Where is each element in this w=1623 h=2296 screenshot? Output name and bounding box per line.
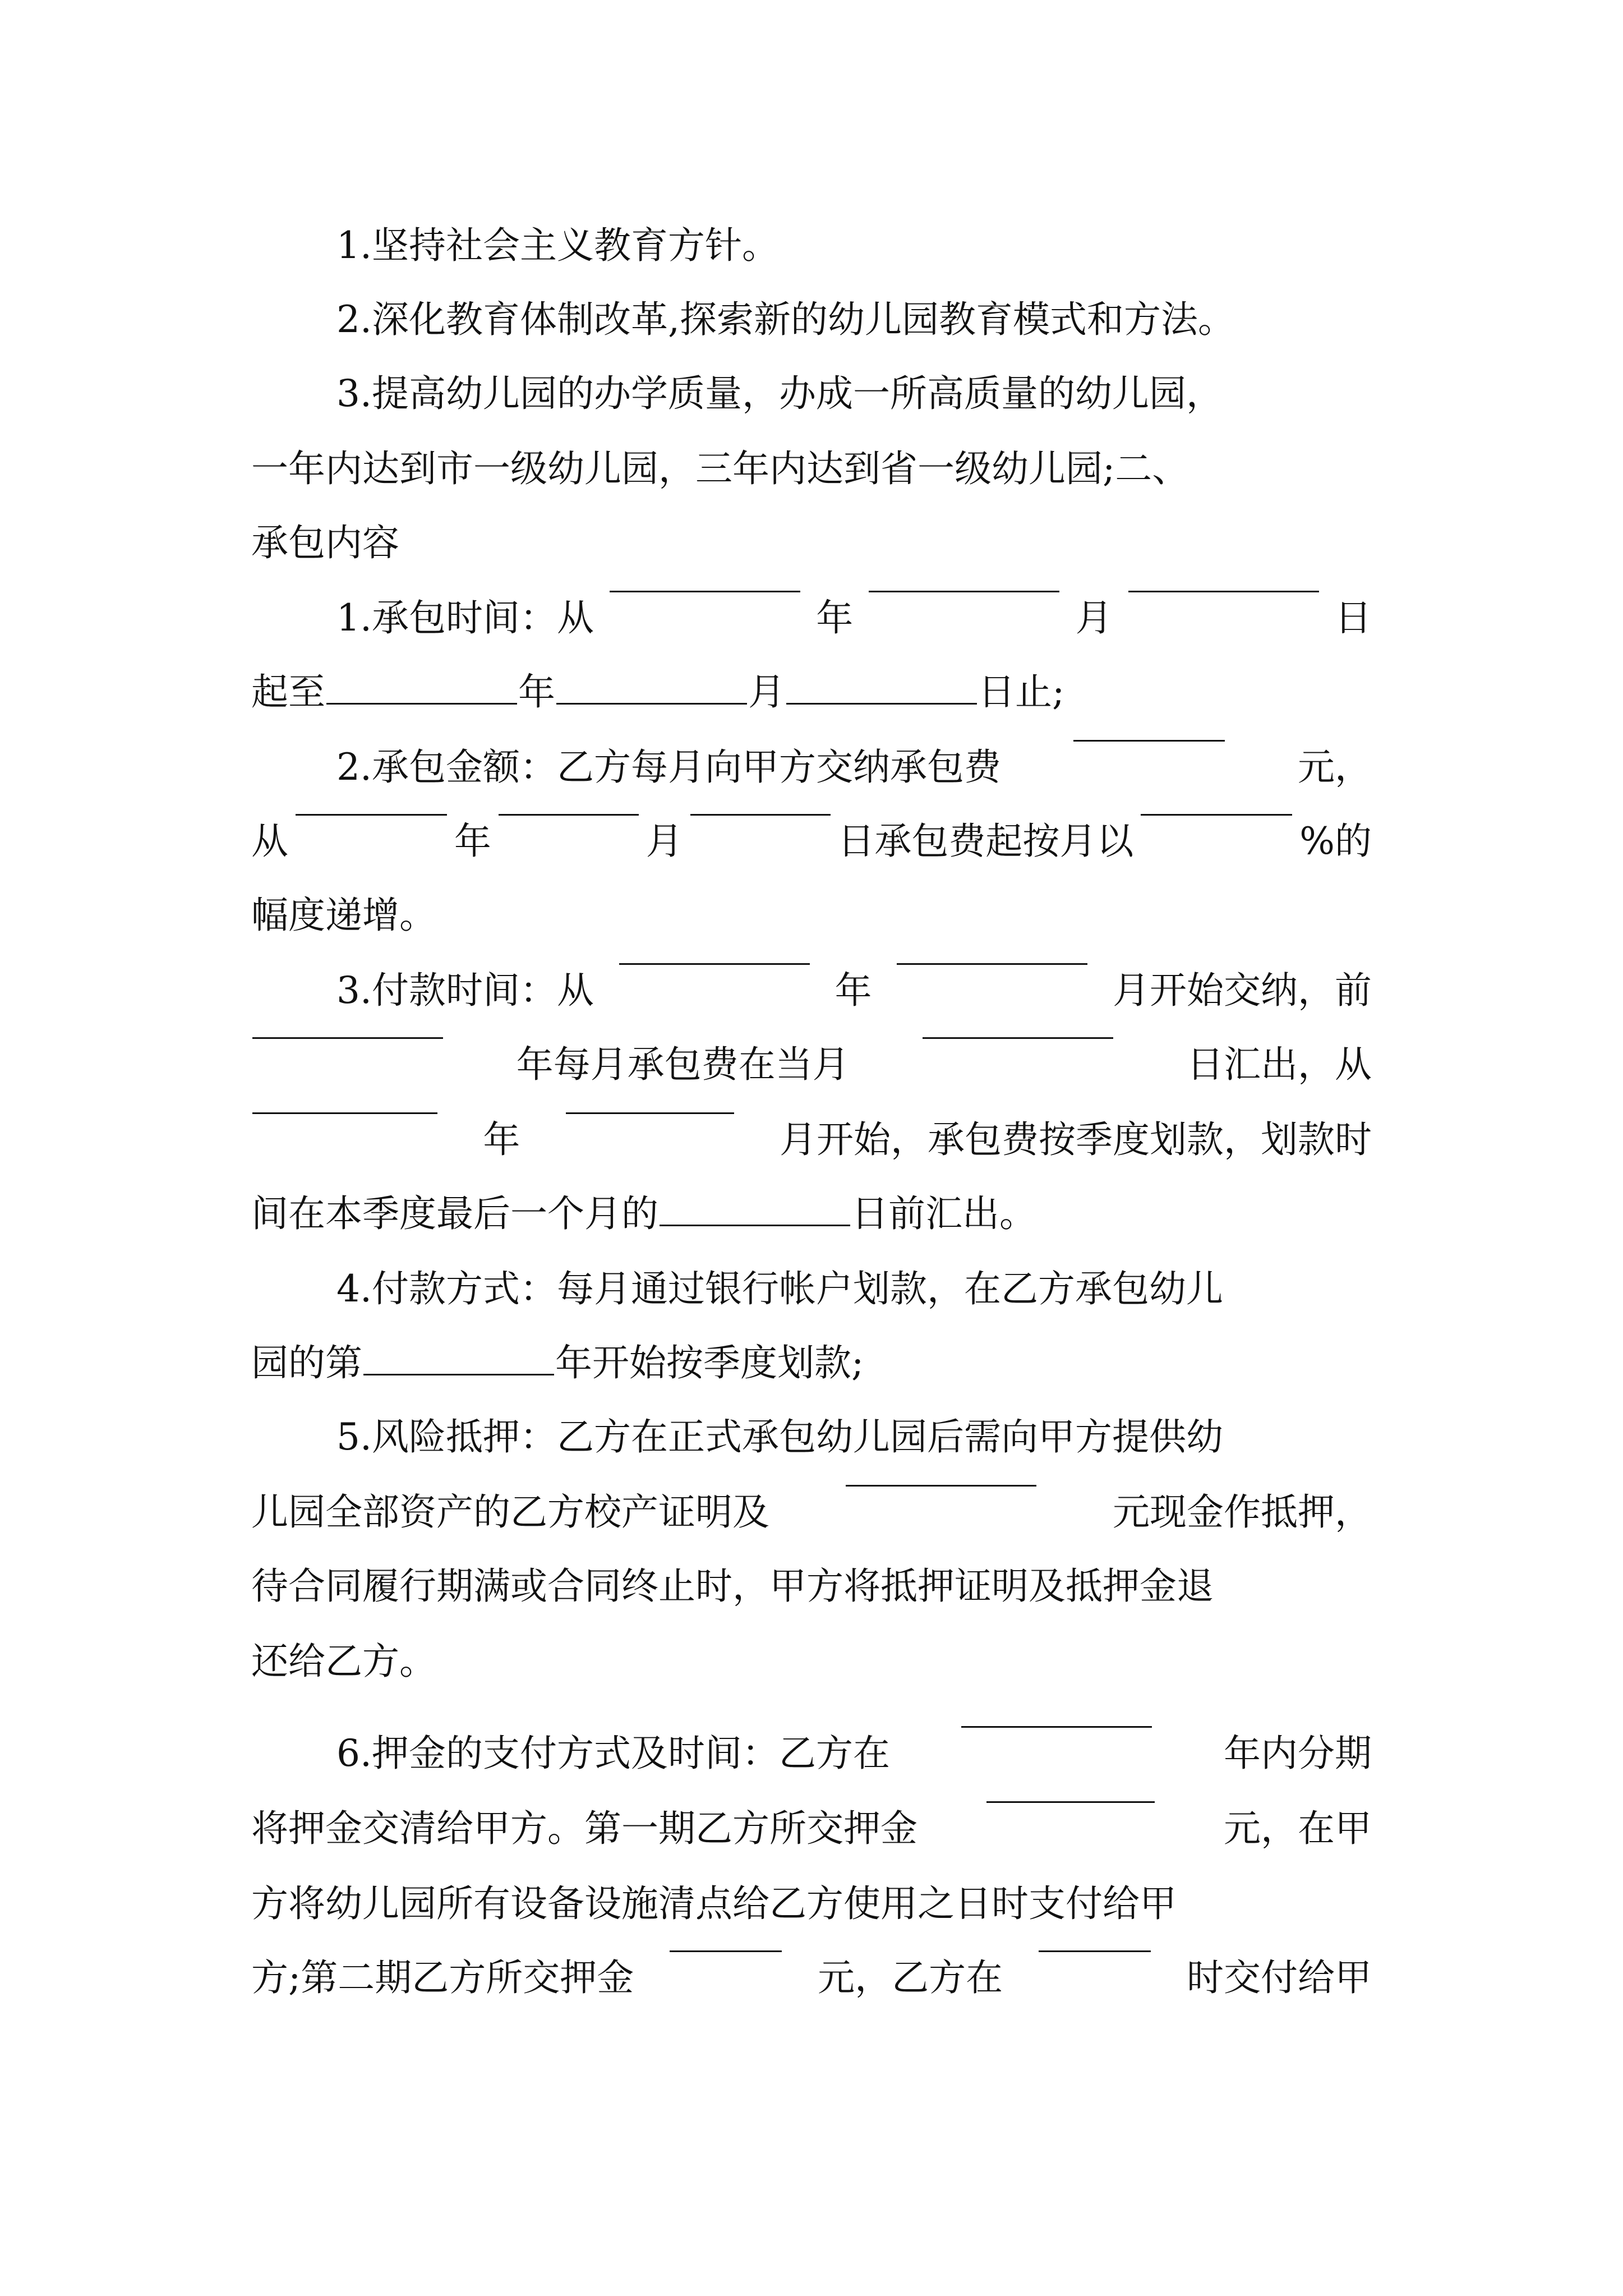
blank-second-deposit-time — [1039, 1950, 1151, 1952]
text: 年每月承包费在当月 — [516, 1043, 850, 1086]
deposit-payment-line-1 — [336, 1726, 1372, 1782]
text: 起至 — [251, 670, 325, 714]
text: 年 — [483, 1118, 520, 1161]
paragraph-2: 2.深化教育体制改革,探索新的幼儿园教育模式和方法。 — [336, 298, 1235, 341]
payment-time-line-4 — [251, 1186, 1372, 1242]
blank-start-month — [869, 590, 1059, 592]
text: 时交付给甲 — [1187, 1956, 1372, 1999]
blank-end-month — [556, 702, 747, 705]
blank-quarter-day — [660, 1224, 850, 1226]
text: 元，乙方在 — [818, 1956, 1003, 1999]
blank-second-deposit — [670, 1950, 782, 1952]
section-heading-contract-content: 承包内容 — [251, 521, 399, 564]
blank-remit-day — [923, 1037, 1113, 1039]
blank-cash-deposit — [846, 1484, 1036, 1487]
deposit-payment-line-3: 方将幼儿园所有设备设施清点给乙方使用之日时支付给甲 — [251, 1882, 1177, 1925]
text: 日汇出，从 — [1186, 1043, 1372, 1086]
text: 元现金作抵押， — [1113, 1490, 1372, 1534]
blank-quarterly-month — [566, 1112, 734, 1114]
text: 6.押金的支付方式及时间：乙方在 — [336, 1732, 890, 1775]
text: 1.承包时间：从 — [336, 596, 594, 639]
blank-increase-percent — [1141, 813, 1292, 816]
text: 年开始按季度划款; — [555, 1341, 864, 1384]
text: 月 — [748, 670, 785, 714]
text: 日 — [1334, 596, 1372, 639]
risk-deposit-line-4: 还给乙方。 — [251, 1640, 436, 1683]
blank-first-deposit — [986, 1801, 1155, 1803]
blank-installment-years — [961, 1726, 1152, 1728]
blank-end-day — [786, 702, 977, 705]
blank-quarterly-start-year — [363, 1373, 554, 1375]
text: 年内分期 — [1223, 1732, 1372, 1775]
payment-time-line-3 — [251, 1112, 1372, 1168]
blank-start-year — [610, 590, 800, 592]
blank-end-year — [326, 702, 517, 705]
payment-time-line-2 — [251, 1037, 1372, 1093]
paragraph-1: 1.坚持社会主义教育方针。 — [336, 224, 779, 267]
text: 月开始，承包费按季度划款，划款时 — [779, 1118, 1372, 1161]
risk-deposit-line-1: 5.风险抵押：乙方在正式承包幼儿园后需向甲方提供幼 — [336, 1415, 1223, 1458]
blank-quarterly-year — [252, 1112, 437, 1114]
blank-increase-day — [690, 813, 831, 816]
blank-increase-month — [499, 813, 639, 816]
text: 日承包费起按月以 — [837, 820, 1134, 863]
contract-period-line-1 — [336, 590, 1372, 646]
deposit-payment-line-2 — [251, 1801, 1372, 1857]
blank-first-years — [252, 1037, 443, 1039]
blank-increase-year — [296, 813, 447, 816]
text: 月 — [645, 820, 683, 863]
text: 元，在甲 — [1224, 1807, 1372, 1850]
paragraph-3-line-2: 一年内达到市一级幼儿园，三年内达到省一级幼儿园;二、 — [251, 447, 1189, 490]
text: 日前汇出。 — [851, 1192, 1036, 1235]
text: 将押金交清给甲方。第一期乙方所交押金 — [251, 1807, 917, 1850]
text: 年 — [816, 596, 854, 639]
text: 2.承包金额：乙方每月向甲方交纳承包费 — [336, 746, 1001, 789]
text: 3.付款时间：从 — [336, 969, 594, 1012]
blank-payment-year — [619, 963, 810, 965]
text: %的 — [1299, 820, 1372, 863]
blank-payment-month — [897, 963, 1087, 965]
text: 年 — [518, 670, 555, 714]
text: 月 — [1075, 596, 1113, 639]
payment-method-line-1: 4.付款方式：每月通过银行帐户划款，在乙方承包幼儿 — [336, 1267, 1223, 1310]
contract-amount-line-3: 幅度递增。 — [251, 894, 436, 937]
blank-monthly-fee — [1073, 739, 1225, 742]
text: 年 — [834, 969, 872, 1012]
contract-amount-line-2 — [251, 813, 1372, 869]
payment-method-line-2 — [251, 1335, 1372, 1391]
text: 儿园全部资产的乙方校产证明及 — [251, 1490, 769, 1534]
paragraph-3-line-1: 3.提高幼儿园的办学质量，办成一所高质量的幼儿园， — [336, 372, 1223, 415]
contract-period-line-2 — [251, 664, 1372, 720]
payment-time-line-1 — [336, 963, 1372, 1019]
risk-deposit-line-3: 待合同履行期满或合同终止时，甲方将抵押证明及抵押金退 — [251, 1565, 1214, 1608]
text: 日止; — [978, 670, 1065, 714]
text: 园的第 — [251, 1341, 362, 1384]
text: 年 — [454, 820, 491, 863]
blank-start-day — [1128, 590, 1319, 592]
contract-amount-line-1 — [336, 739, 1372, 795]
text: 方;第二期乙方所交押金 — [251, 1956, 634, 1999]
text: 间在本季度最后一个月的 — [251, 1192, 658, 1235]
deposit-payment-line-4 — [251, 1950, 1372, 2006]
text: 从 — [251, 820, 288, 863]
text: 元， — [1297, 746, 1372, 789]
risk-deposit-line-2 — [251, 1484, 1372, 1540]
text: 月开始交纳，前 — [1112, 969, 1372, 1012]
